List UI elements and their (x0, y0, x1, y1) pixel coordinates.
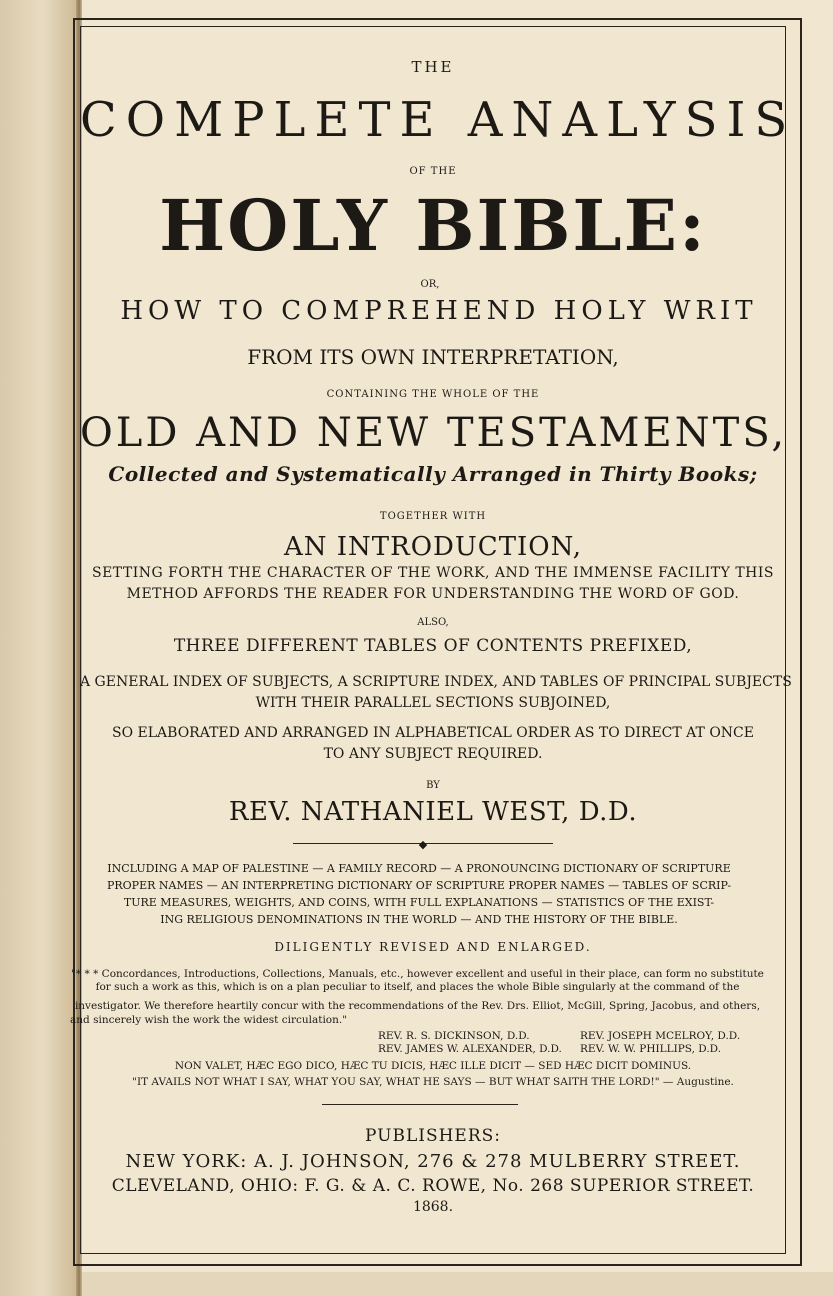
ornament-diamond-icon: ◆ (418, 838, 428, 851)
diligently-revised: DILIGENTLY REVISED AND ENLARGED. (274, 940, 592, 954)
rev-phillips: REV. W. W. PHILLIPS, D.D. (580, 1043, 722, 1055)
subtitle-interpretation: FROM ITS OWN INTERPRETATION, (247, 345, 619, 369)
augustine-quote: "IT AVAILS NOT WHAT I SAY, WHAT YOU SAY, WHAT HE SAYS — BUT WHAT SAITH THE LORD!" — Augustine. (132, 1076, 734, 1088)
by-text: BY (426, 780, 440, 791)
endorsement-line-2: investigator. We therefore heartily concur with the recommendations of the Rev. Drs. Elliot, McGill, Spring, Jacobus, and others, (74, 1000, 761, 1012)
title-or: OR, (420, 279, 440, 290)
including-line-3: TURE MEASURES, WEIGHTS, AND COINS, WITH FULL EXPLANATIONS — STATISTICS OF THE EXIST- (123, 896, 715, 909)
title-of-the: OF THE (409, 166, 457, 177)
subtitle-how-to: HOW TO COMPREHEND HOLY WRIT (120, 296, 758, 326)
publisher-new-york: NEW YORK: A. J. JOHNSON, 276 & 278 MULBERRY STREET. (125, 1151, 741, 1172)
publication-year: 1868. (412, 1199, 454, 1215)
three-tables: THREE DIFFERENT TABLES OF CONTENTS PREFIXED, (173, 636, 693, 656)
rev-alexander: REV. JAMES W. ALEXANDER, D.D. (378, 1043, 562, 1055)
containing-text: CONTAINING THE WHOLE OF THE (326, 389, 540, 400)
setting-forth-line-2: METHOD AFFORDS THE READER FOR UNDERSTANDING THE WORD OF GOD. (126, 586, 740, 602)
title-complete-analysis: COMPLETE ANALYSIS (80, 92, 797, 148)
so-elaborated-line-1: SO ELABORATED AND ARRANGED IN ALPHABETICAL ORDER AS TO DIRECT AT ONCE (112, 725, 754, 741)
general-index-line-1: A GENERAL INDEX OF SUBJECTS, A SCRIPTURE INDEX, AND TABLES OF PRINCIPAL SUBJECTS (80, 674, 792, 690)
rev-mcelroy: REV. JOSEPH MCELROY, D.D. (580, 1030, 741, 1042)
including-line-2: PROPER NAMES — AN INTERPRETING DICTIONARY OF SCRIPTURE PROPER NAMES — TABLES OF SCRIP- (106, 879, 732, 892)
including-line-1: INCLUDING A MAP OF PALESTINE — A FAMILY RECORD — A PRONOUNCING DICTIONARY OF SCRIPTURE (107, 862, 731, 875)
publisher-rule (322, 1104, 518, 1105)
endorsement-line-3: and sincerely wish the work the widest circulation." (70, 1014, 348, 1026)
title-the: THE (411, 58, 455, 76)
endorsement-line-1: "* * * Concordances, Introductions, Collections, Manuals, etc., however excellent and useful in their place, can form no substitute for such a work as this, which is on a plan peculiar to itself, and places the whole Bible singularly at the command of the (71, 968, 764, 993)
collected-blackletter: Collected and Systematically Arranged in Thirty Books; (108, 462, 758, 486)
so-elaborated-line-2: TO ANY SUBJECT REQUIRED. (323, 746, 543, 762)
setting-forth-line-1: SETTING FORTH THE CHARACTER OF THE WORK, AND THE IMMENSE FACILITY THIS (92, 565, 774, 581)
introduction-heading: AN INTRODUCTION, (284, 532, 582, 562)
together-with: TOGETHER WITH (379, 511, 487, 522)
previous-page-edge (0, 0, 78, 1296)
page-bottom-edge (82, 1272, 833, 1296)
publisher-cleveland: CLEVELAND, OHIO: F. G. & A. C. ROWE, No. 268 SUPERIOR STREET. (111, 1176, 755, 1196)
general-index-line-2: WITH THEIR PARALLEL SECTIONS SUBJOINED, (255, 695, 611, 711)
old-new-testaments: OLD AND NEW TESTAMENTS, (80, 410, 788, 456)
title-holy-bible: HOLY BIBLE: (159, 184, 707, 267)
author-name: REV. NATHANIEL WEST, D.D. (228, 797, 638, 827)
rev-dickinson: REV. R. S. DICKINSON, D.D. (378, 1030, 530, 1042)
publishers-heading: PUBLISHERS: (364, 1126, 502, 1146)
latin-motto: NON VALET, HÆC EGO DICO, HÆC TU DICIS, HÆC ILLE DICIT — SED HÆC DICIT DOMINUS. (174, 1060, 692, 1072)
including-line-4: ING RELIGIOUS DENOMINATIONS IN THE WORLD — AND THE HISTORY OF THE BIBLE. (160, 913, 678, 926)
also-text: ALSO, (417, 617, 449, 628)
